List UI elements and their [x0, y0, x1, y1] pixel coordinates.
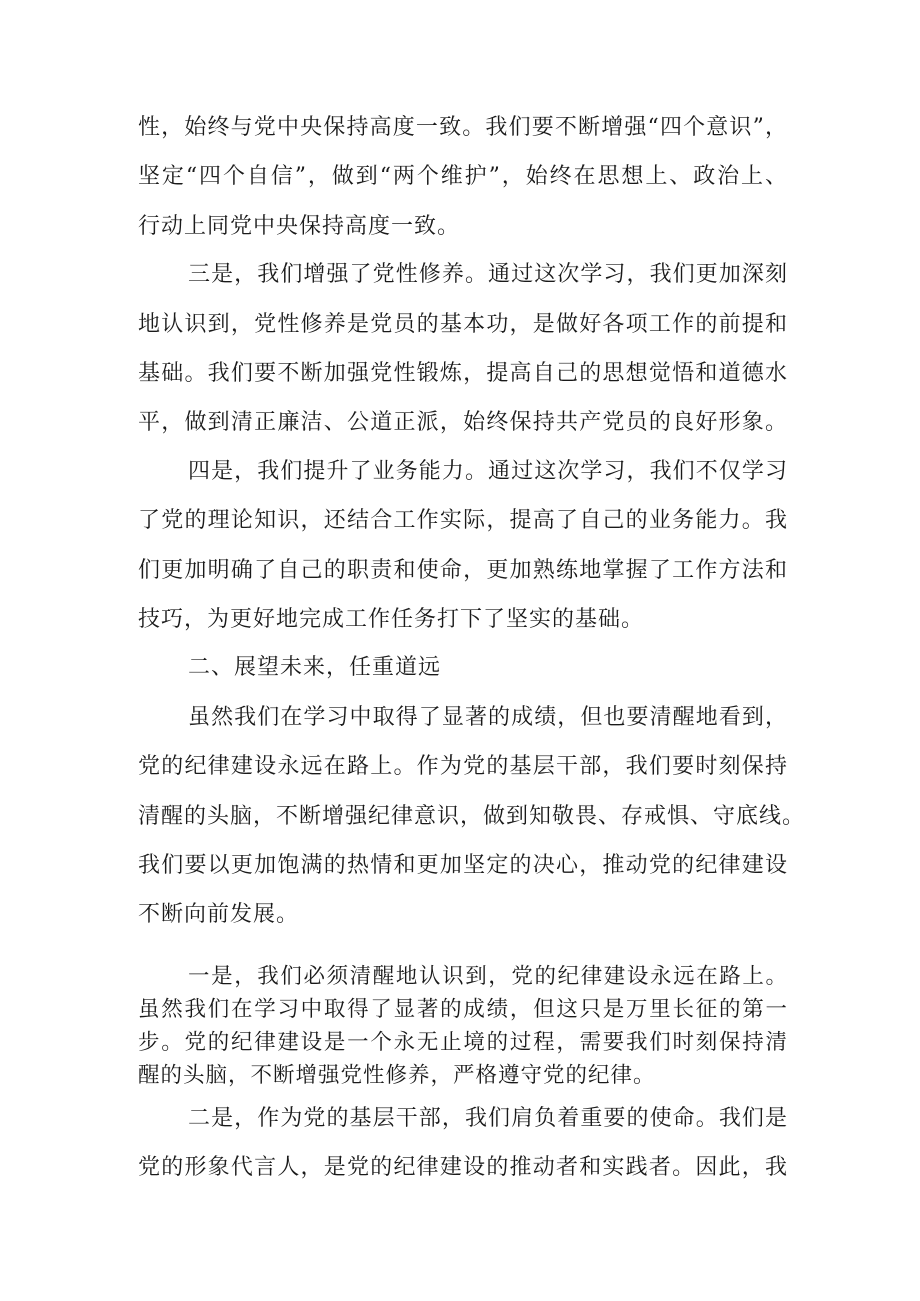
text-line: 行动上同党中央保持高度一致。	[138, 214, 461, 239]
section-heading: 二、展望未来，任重道远	[188, 655, 442, 680]
text-line: 基础。我们要不断加强党性锻炼，提高自己的思想觉悟和道德水	[138, 361, 788, 386]
text-line: 性，始终与党中央保持高度一致。我们要不断增强“四个意识”，	[138, 115, 788, 140]
text-line: 一是，我们必须清醒地认识到，党的纪律建设永远在路上。	[188, 964, 788, 989]
text-line: 我们要以更加饱满的热情和更加坚定的决心，推动党的纪律建设	[138, 853, 788, 878]
text-line: 了党的理论知识，还结合工作实际，提高了自己的业务能力。我	[138, 508, 788, 533]
text-line: 步。党的纪律建设是一个永无止境的过程，需要我们时刻保持清	[138, 1030, 788, 1055]
text-line: 四是，我们提升了业务能力。通过这次学习，我们不仅学习	[188, 459, 788, 484]
text-line: 党的纪律建设永远在路上。作为党的基层干部，我们要时刻保持	[138, 754, 788, 779]
text-line: 平，做到清正廉洁、公道正派，始终保持共产党员的良好形象。	[138, 410, 788, 435]
text-line: 技巧，为更好地完成工作任务打下了坚实的基础。	[138, 607, 645, 632]
text-line: 清醒的头脑，不断增强纪律意识，做到知敬畏、存戒惧、守底线。	[138, 804, 806, 829]
text-line: 不断向前发展。	[138, 902, 300, 927]
text-line: 地认识到，党性修养是党员的基本功，是做好各项工作的前提和	[138, 312, 788, 337]
text-line: 二是，作为党的基层干部，我们肩负着重要的使命。我们是	[188, 1106, 788, 1131]
text-line: 虽然我们在学习中取得了显著的成绩，但这只是万里长征的第一	[138, 997, 788, 1022]
text-line: 醒的头脑，不断增强党性修养，严格遵守党的纪律。	[138, 1063, 656, 1088]
text-line: 三是，我们增强了党性修养。通过这次学习，我们更加深刻	[188, 262, 788, 287]
text-line: 坚定“四个自信”，做到“两个维护”，始终在思想上、政治上、	[138, 164, 788, 189]
text-line: 党的形象代言人，是党的纪律建设的推动者和实践者。因此，我	[138, 1155, 788, 1180]
text-line: 虽然我们在学习中取得了显著的成绩，但也要清醒地看到，	[188, 705, 788, 730]
text-line: 们更加明确了自己的职责和使命，更加熟练地掌握了工作方法和	[138, 558, 788, 583]
